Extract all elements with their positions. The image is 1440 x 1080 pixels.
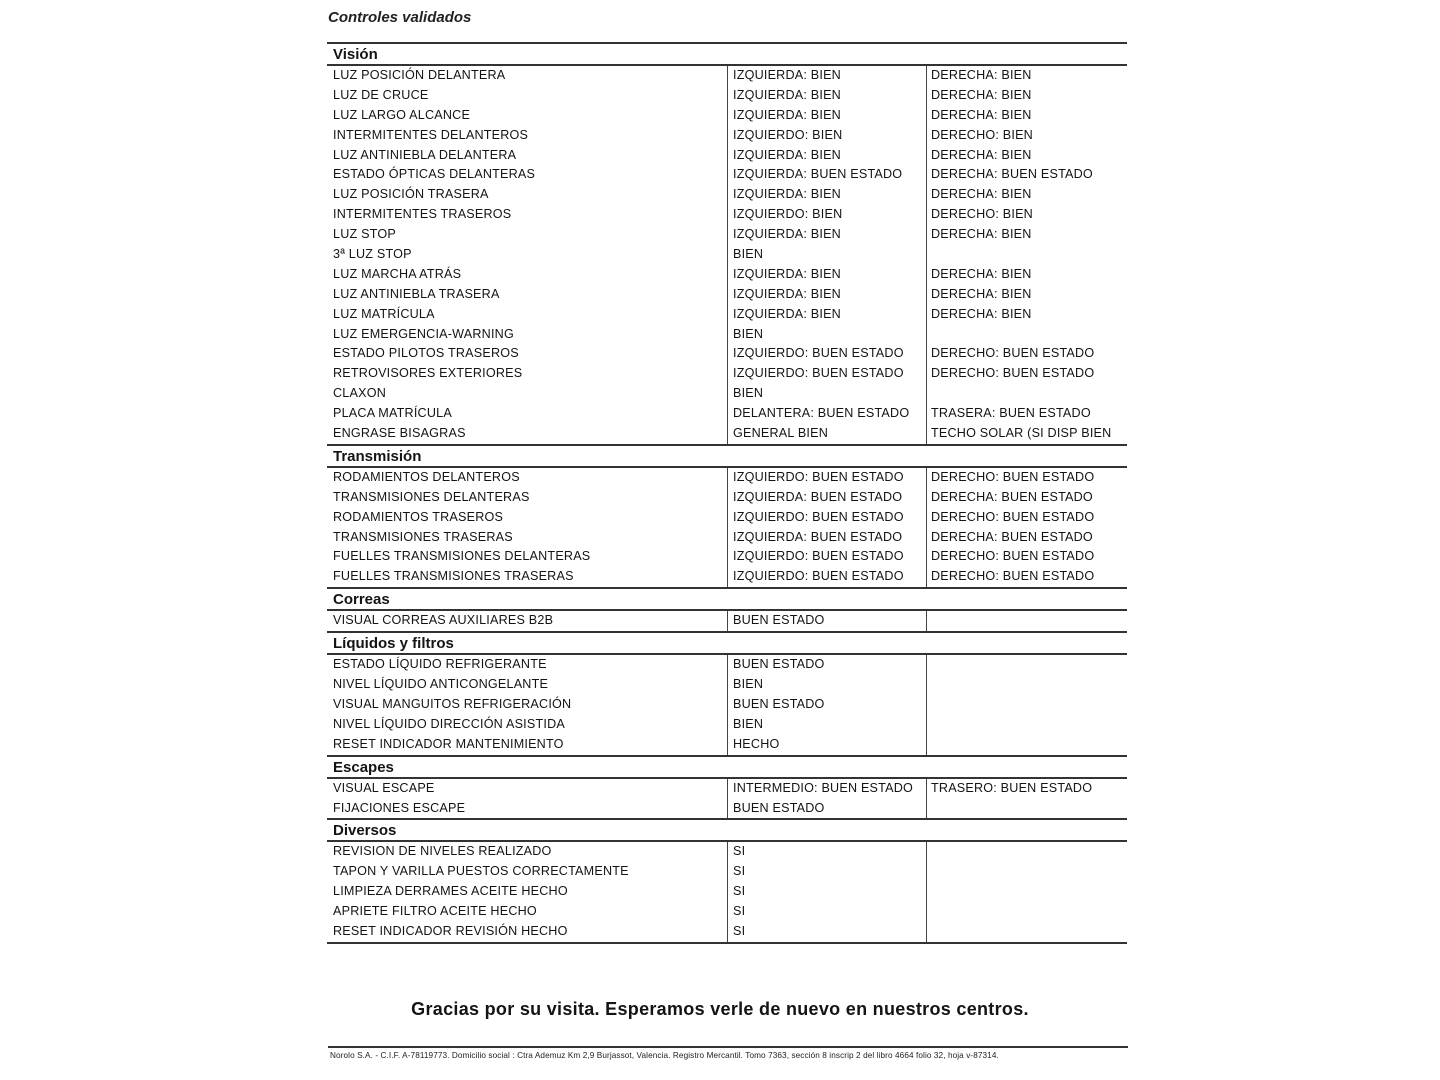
check-item: LUZ DE CRUCE (333, 87, 429, 102)
table-row (327, 675, 1127, 695)
result-right (926, 882, 1127, 902)
section-heading: Escapes (327, 755, 1127, 779)
check-item: RESET INDICADOR MANTENIMIENTO (333, 736, 564, 751)
result-left: IZQUIERDO: BUEN ESTADO (733, 346, 904, 361)
result-left: IZQUIERDO: BUEN ESTADO (733, 469, 904, 484)
result-right (926, 902, 1127, 922)
table-row (327, 508, 1127, 528)
check-item: VISUAL MANGUITOS REFRIGERACIÓN (333, 696, 572, 711)
result-right (926, 922, 1127, 942)
check-item: LUZ STOP (333, 227, 396, 242)
result-right: DERECHA: BIEN (931, 87, 1032, 102)
result-left: BUEN ESTADO (733, 800, 825, 815)
result-left: SI (733, 904, 746, 919)
table-row (327, 862, 1127, 882)
section-heading: Correas (327, 587, 1127, 611)
result-left: IZQUIERDA: BIEN (733, 107, 841, 122)
result-right (926, 675, 1127, 695)
result-right (926, 862, 1127, 882)
result-right: DERECHO: BUEN ESTADO (931, 569, 1095, 584)
table-row (327, 245, 1127, 265)
table-row (327, 611, 1127, 631)
section-rows (327, 655, 1127, 754)
table-row (327, 547, 1127, 567)
check-item: LUZ LARGO ALCANCE (333, 107, 471, 122)
table-row (327, 404, 1127, 424)
result-right (926, 655, 1127, 675)
check-item: LUZ EMERGENCIA-WARNING (333, 326, 514, 341)
result-right: TECHO SOLAR (SI DISP BIEN (931, 426, 1112, 441)
result-right: DERECHO: BUEN ESTADO (931, 469, 1095, 484)
check-item: FUELLES TRANSMISIONES DELANTERAS (333, 549, 591, 564)
result-right: DERECHA: BIEN (931, 68, 1032, 82)
section-heading: Transmisión (327, 444, 1127, 468)
result-left: SI (733, 864, 746, 879)
table-row (327, 106, 1127, 126)
table-row (327, 488, 1127, 508)
section-rows (327, 779, 1127, 819)
result-right: DERECHO: BIEN (931, 207, 1033, 222)
check-item: NIVEL LÍQUIDO ANTICONGELANTE (333, 677, 549, 692)
result-left: IZQUIERDA: BUEN ESTADO (733, 529, 903, 544)
check-item: LUZ ANTINIEBLA DELANTERA (333, 147, 517, 162)
result-right: DERECHO: BUEN ESTADO (931, 509, 1095, 524)
check-item: RETROVISORES EXTERIORES (333, 366, 523, 381)
result-right: DERECHO: BUEN ESTADO (931, 346, 1095, 361)
check-item: LUZ MATRÍCULA (333, 306, 435, 321)
table-row (327, 922, 1127, 942)
table-row (327, 66, 1127, 86)
table-row (327, 86, 1127, 106)
section-rows (327, 842, 1127, 943)
result-left: BUEN ESTADO (733, 657, 825, 672)
check-item: INTERMITENTES DELANTEROS (333, 127, 529, 142)
result-right: DERECHA: BIEN (931, 187, 1032, 202)
table-row (327, 165, 1127, 185)
result-left: HECHO (733, 736, 780, 751)
thanks-message: Gracias por su visita. Esperamos verle de nuevo en nuestros centros. (411, 999, 1029, 1019)
check-item: REVISION DE NIVELES REALIZADO (333, 844, 552, 859)
result-left: IZQUIERDO: BUEN ESTADO (733, 509, 904, 524)
table-row (327, 655, 1127, 675)
result-right: DERECHO: BUEN ESTADO (931, 366, 1095, 381)
check-item: ESTADO PILOTOS TRASEROS (333, 346, 519, 361)
check-item: FIJACIONES ESCAPE (333, 800, 466, 815)
table-row (327, 344, 1127, 364)
result-left: BIEN (733, 247, 764, 262)
result-right (926, 245, 1127, 265)
check-item: LUZ ANTINIEBLA TRASERA (333, 286, 500, 301)
result-left: IZQUIERDA: BIEN (733, 147, 841, 162)
result-right (926, 715, 1127, 735)
result-left: IZQUIERDO: BIEN (733, 127, 843, 142)
check-item: FUELLES TRANSMISIONES TRASERAS (333, 569, 574, 584)
check-item: ESTADO LÍQUIDO REFRIGERANTE (333, 657, 547, 672)
table-row (327, 528, 1127, 548)
result-left: IZQUIERDA: BIEN (733, 286, 841, 301)
result-right: DERECHA: BIEN (931, 266, 1032, 281)
table-row (327, 468, 1127, 488)
check-item: LIMPIEZA DERRAMES ACEITE HECHO (333, 884, 568, 899)
result-right: DERECHA: BIEN (931, 147, 1032, 162)
table-row (327, 325, 1127, 345)
footer-divider (328, 1046, 1128, 1048)
table-row (327, 902, 1127, 922)
result-left: IZQUIERDA: BIEN (733, 68, 841, 82)
result-right: DERECHA: BIEN (931, 107, 1032, 122)
result-left: DELANTERA: BUEN ESTADO (733, 406, 910, 421)
result-right: DERECHA: BIEN (931, 227, 1032, 242)
check-item: INTERMITENTES TRASEROS (333, 207, 512, 222)
result-right (926, 799, 1127, 819)
check-item: LUZ POSICIÓN TRASERA (333, 187, 489, 202)
table-row (327, 695, 1127, 715)
check-item: TRANSMISIONES DELANTERAS (333, 489, 530, 504)
check-item: TAPON Y VARILLA PUESTOS CORRECTAMENTE (333, 864, 629, 879)
result-left: IZQUIERDO: BUEN ESTADO (733, 366, 904, 381)
result-left: INTERMEDIO: BUEN ESTADO (733, 780, 913, 795)
table-row (327, 205, 1127, 225)
check-item: LUZ MARCHA ATRÁS (333, 266, 462, 281)
check-item: PLACA MATRÍCULA (333, 406, 452, 421)
section-heading: Visión (327, 42, 1127, 66)
table-row (327, 305, 1127, 325)
result-right: DERECHA: BUEN ESTADO (931, 489, 1093, 504)
result-right: DERECHO: BIEN (931, 127, 1033, 142)
check-item: RESET INDICADOR REVISIÓN HECHO (333, 923, 568, 938)
section-heading: Diversos (327, 818, 1127, 842)
table-row (327, 882, 1127, 902)
result-right (926, 325, 1127, 345)
check-item: VISUAL ESCAPE (333, 780, 435, 795)
result-right (926, 611, 1127, 631)
result-left: BIEN (733, 326, 764, 341)
table-row (327, 842, 1127, 862)
table-row (327, 799, 1127, 819)
check-item: APRIETE FILTRO ACEITE HECHO (333, 904, 537, 919)
result-right: DERECHA: BUEN ESTADO (931, 167, 1093, 182)
table-row (327, 384, 1127, 404)
result-left: BIEN (733, 386, 764, 401)
table-row (327, 735, 1127, 755)
result-left: IZQUIERDA: BIEN (733, 306, 841, 321)
table-row (327, 364, 1127, 384)
result-left: GENERAL BIEN (733, 426, 829, 441)
result-right: TRASERO: BUEN ESTADO (931, 780, 1093, 795)
controls-table (327, 42, 1127, 944)
result-left: IZQUIERDA: BUEN ESTADO (733, 489, 903, 504)
result-left: IZQUIERDA: BIEN (733, 266, 841, 281)
table-row (327, 225, 1127, 245)
company-footer: Norolo S.A. - C.I.F. A-78119773. Domicilio social : Ctra Ademuz Km 2,9 Burjassot, Valencia. Registro Mercantil. Tomo 7363, sección 8 inscrip 2 del libro 4664 folio 32, hoja v-87314. (330, 1051, 999, 1060)
check-item: NIVEL LÍQUIDO DIRECCIÓN ASISTIDA (333, 716, 565, 731)
result-right (926, 384, 1127, 404)
result-left: IZQUIERDA: BIEN (733, 187, 841, 202)
check-item: CLAXON (333, 386, 386, 401)
section-rows (327, 66, 1127, 444)
check-item: ENGRASE BISAGRAS (333, 426, 466, 441)
result-right: TRASERA: BUEN ESTADO (931, 406, 1091, 421)
result-left: SI (733, 884, 746, 899)
section-rows (327, 468, 1127, 587)
table-row (327, 265, 1127, 285)
result-left: IZQUIERDO: BIEN (733, 207, 843, 222)
result-left: IZQUIERDA: BIEN (733, 227, 841, 242)
result-left: BUEN ESTADO (733, 613, 825, 628)
table-row (327, 126, 1127, 146)
section-rows (327, 611, 1127, 631)
result-right: DERECHO: BUEN ESTADO (931, 549, 1095, 564)
check-item: RODAMIENTOS TRASEROS (333, 509, 504, 524)
section-heading: Líquidos y filtros (327, 631, 1127, 655)
table-row (327, 779, 1127, 799)
check-item: LUZ POSICIÓN DELANTERA (333, 68, 506, 82)
result-left: IZQUIERDO: BUEN ESTADO (733, 549, 904, 564)
table-row (327, 185, 1127, 205)
check-item: 3ª LUZ STOP (333, 247, 412, 262)
check-item: VISUAL CORREAS AUXILIARES B2B (333, 613, 554, 628)
table-row (327, 146, 1127, 166)
result-left: BIEN (733, 677, 764, 692)
result-right: DERECHA: BIEN (931, 306, 1032, 321)
table-row (327, 424, 1127, 444)
result-right: DERECHA: BIEN (931, 286, 1032, 301)
report-title: Controles validados (328, 9, 472, 26)
result-left: BIEN (733, 716, 764, 731)
result-left: IZQUIERDA: BIEN (733, 87, 841, 102)
result-right (926, 695, 1127, 715)
result-right: DERECHA: BUEN ESTADO (931, 529, 1093, 544)
table-row (327, 715, 1127, 735)
result-left: IZQUIERDO: BUEN ESTADO (733, 569, 904, 584)
result-left: BUEN ESTADO (733, 696, 825, 711)
table-row (327, 567, 1127, 587)
table-row (327, 285, 1127, 305)
check-item: TRANSMISIONES TRASERAS (333, 529, 513, 544)
check-item: RODAMIENTOS DELANTEROS (333, 469, 520, 484)
check-item: ESTADO ÓPTICAS DELANTERAS (333, 167, 536, 182)
result-left: SI (733, 844, 746, 859)
result-right (926, 842, 1127, 862)
result-right (926, 735, 1127, 755)
result-left: IZQUIERDA: BUEN ESTADO (733, 167, 903, 182)
result-left: SI (733, 923, 746, 938)
